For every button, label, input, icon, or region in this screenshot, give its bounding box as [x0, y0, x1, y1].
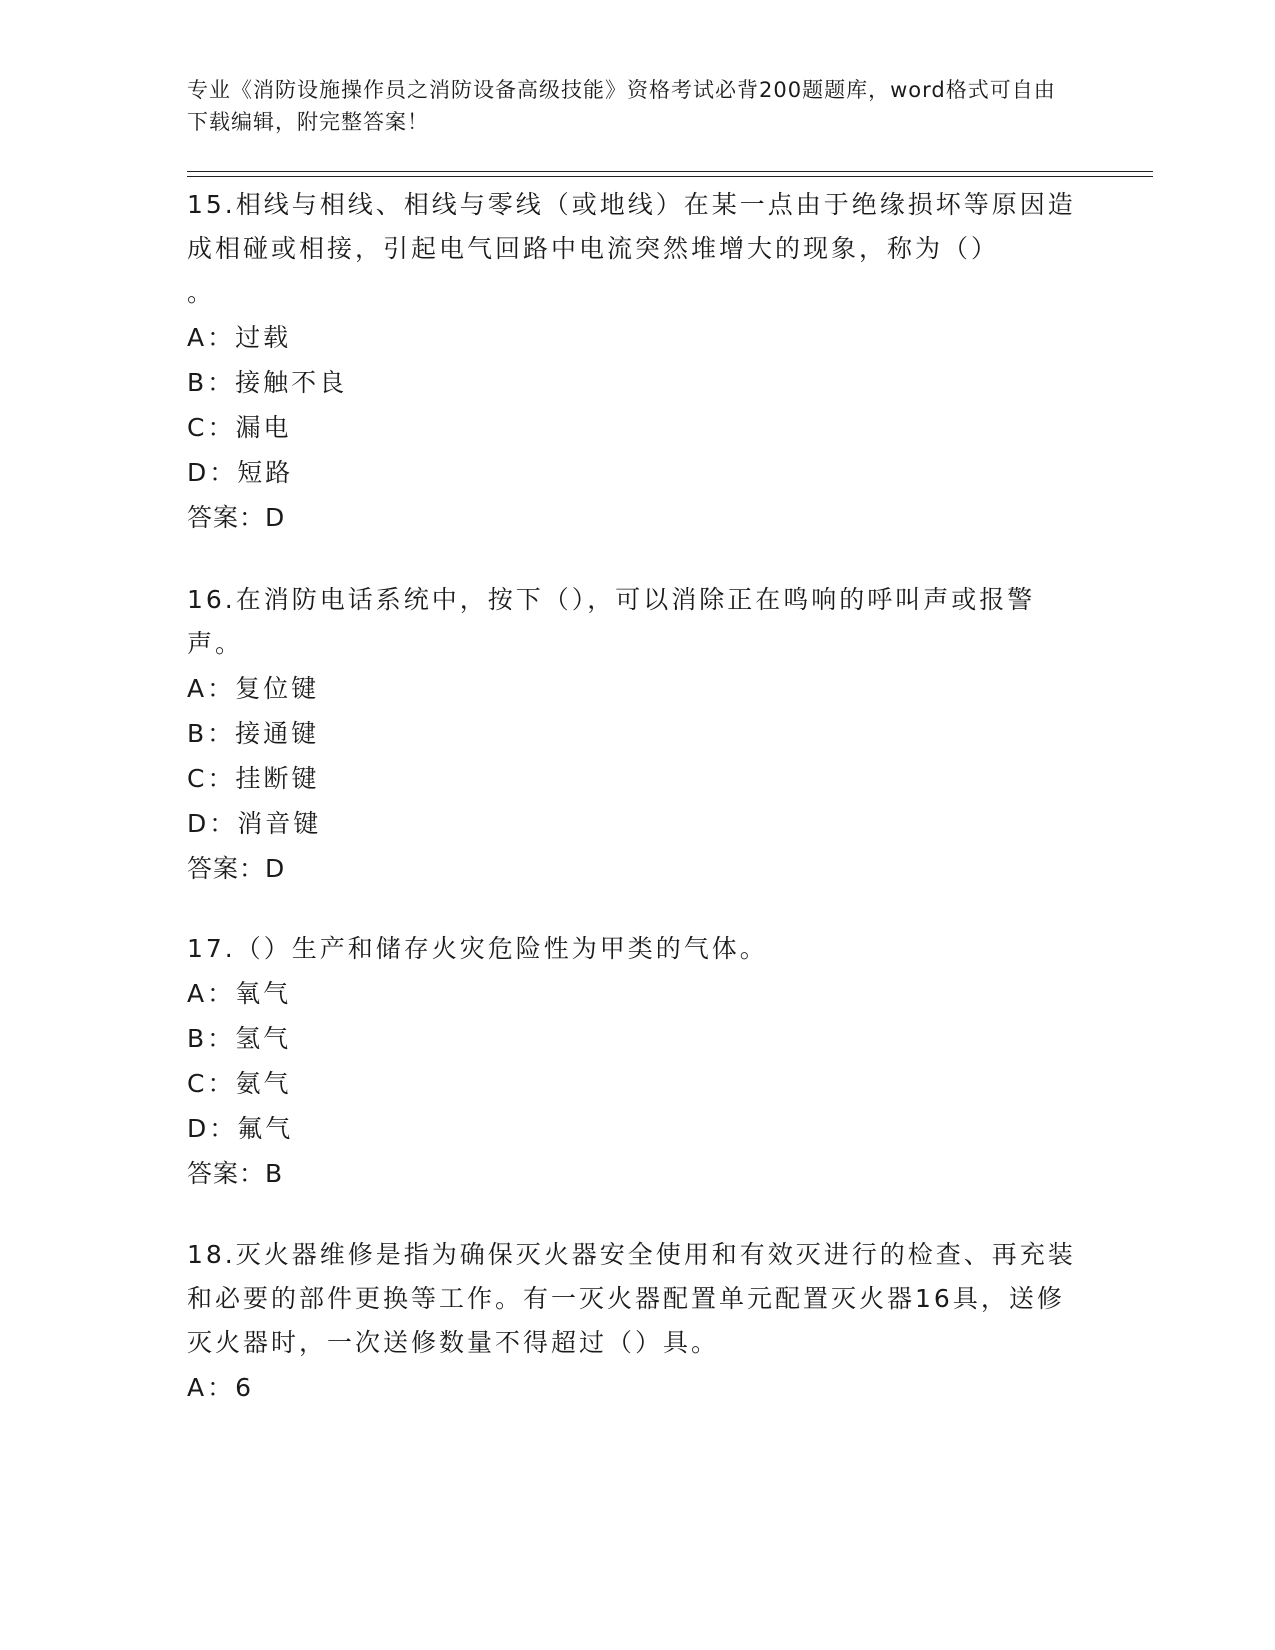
question-17-option-d: D：氟气: [187, 1114, 294, 1143]
answer-value: B: [265, 1159, 284, 1188]
question-15: [187, 183, 1087, 540]
question-18-stem: 18.灭火器维修是指为确保灭火器安全使用和有效灭进行的检查、再充装和必要的部件更换等工作。有一灭火器配置单元配置灭火器16具，送修灭火器时，一次送修数量不得超过（）具。: [187, 1240, 1076, 1357]
question-17-option-b: B：氢气: [187, 1024, 292, 1053]
header-intro-text: 专业《消防设施操作员之消防设备高级技能》资格考试必背200题题库，word格式可自由下载编辑，附完整答案！: [187, 78, 1056, 134]
question-15-stem: 15.相线与相线、相线与零线（或地线）在某一点由于绝缘损坏等原因造成相碰或相接，引起电气回路中电流突然堆增大的现象，称为（）: [187, 190, 1076, 263]
answer-value: D: [265, 854, 286, 883]
question-15-option-a: A：过载: [187, 323, 292, 352]
question-17-answer: [187, 1151, 1087, 1196]
question-17-option-c: C：氨气: [187, 1069, 292, 1098]
question-18: [187, 1233, 1087, 1410]
header-rule-top: [187, 171, 1153, 172]
question-16-answer: [187, 846, 1087, 891]
answer-value: D: [265, 503, 286, 532]
question-16-option-d: D：消音键: [187, 809, 322, 838]
document-header: [187, 74, 1067, 138]
question-15-stem-tail: 。: [187, 278, 216, 307]
question-16-option-c: C：挂断键: [187, 764, 320, 793]
question-16-option-b: B：接通键: [187, 719, 320, 748]
header-rule-bottom: [187, 176, 1153, 177]
question-15-option-d: D：短路: [187, 458, 294, 487]
question-17: [187, 927, 1087, 1196]
question-16: [187, 578, 1087, 891]
question-15-option-c: C：漏电: [187, 413, 292, 442]
question-16-option-a: A：复位键: [187, 674, 320, 703]
question-16-stem: 16.在消防电话系统中，按下（），可以消除正在鸣响的呼叫声或报警声。: [187, 585, 1036, 658]
question-17-stem: 17.（）生产和储存火灾危险性为甲类的气体。: [187, 934, 768, 963]
answer-label: 答案：: [187, 854, 266, 883]
answer-label: 答案：: [187, 1159, 266, 1188]
question-15-answer: [187, 495, 1087, 540]
question-17-option-a: A：氧气: [187, 979, 292, 1008]
question-15-option-b: B：接触不良: [187, 368, 348, 397]
question-18-option-a: A：6: [187, 1373, 255, 1402]
answer-label: 答案：: [187, 503, 266, 532]
